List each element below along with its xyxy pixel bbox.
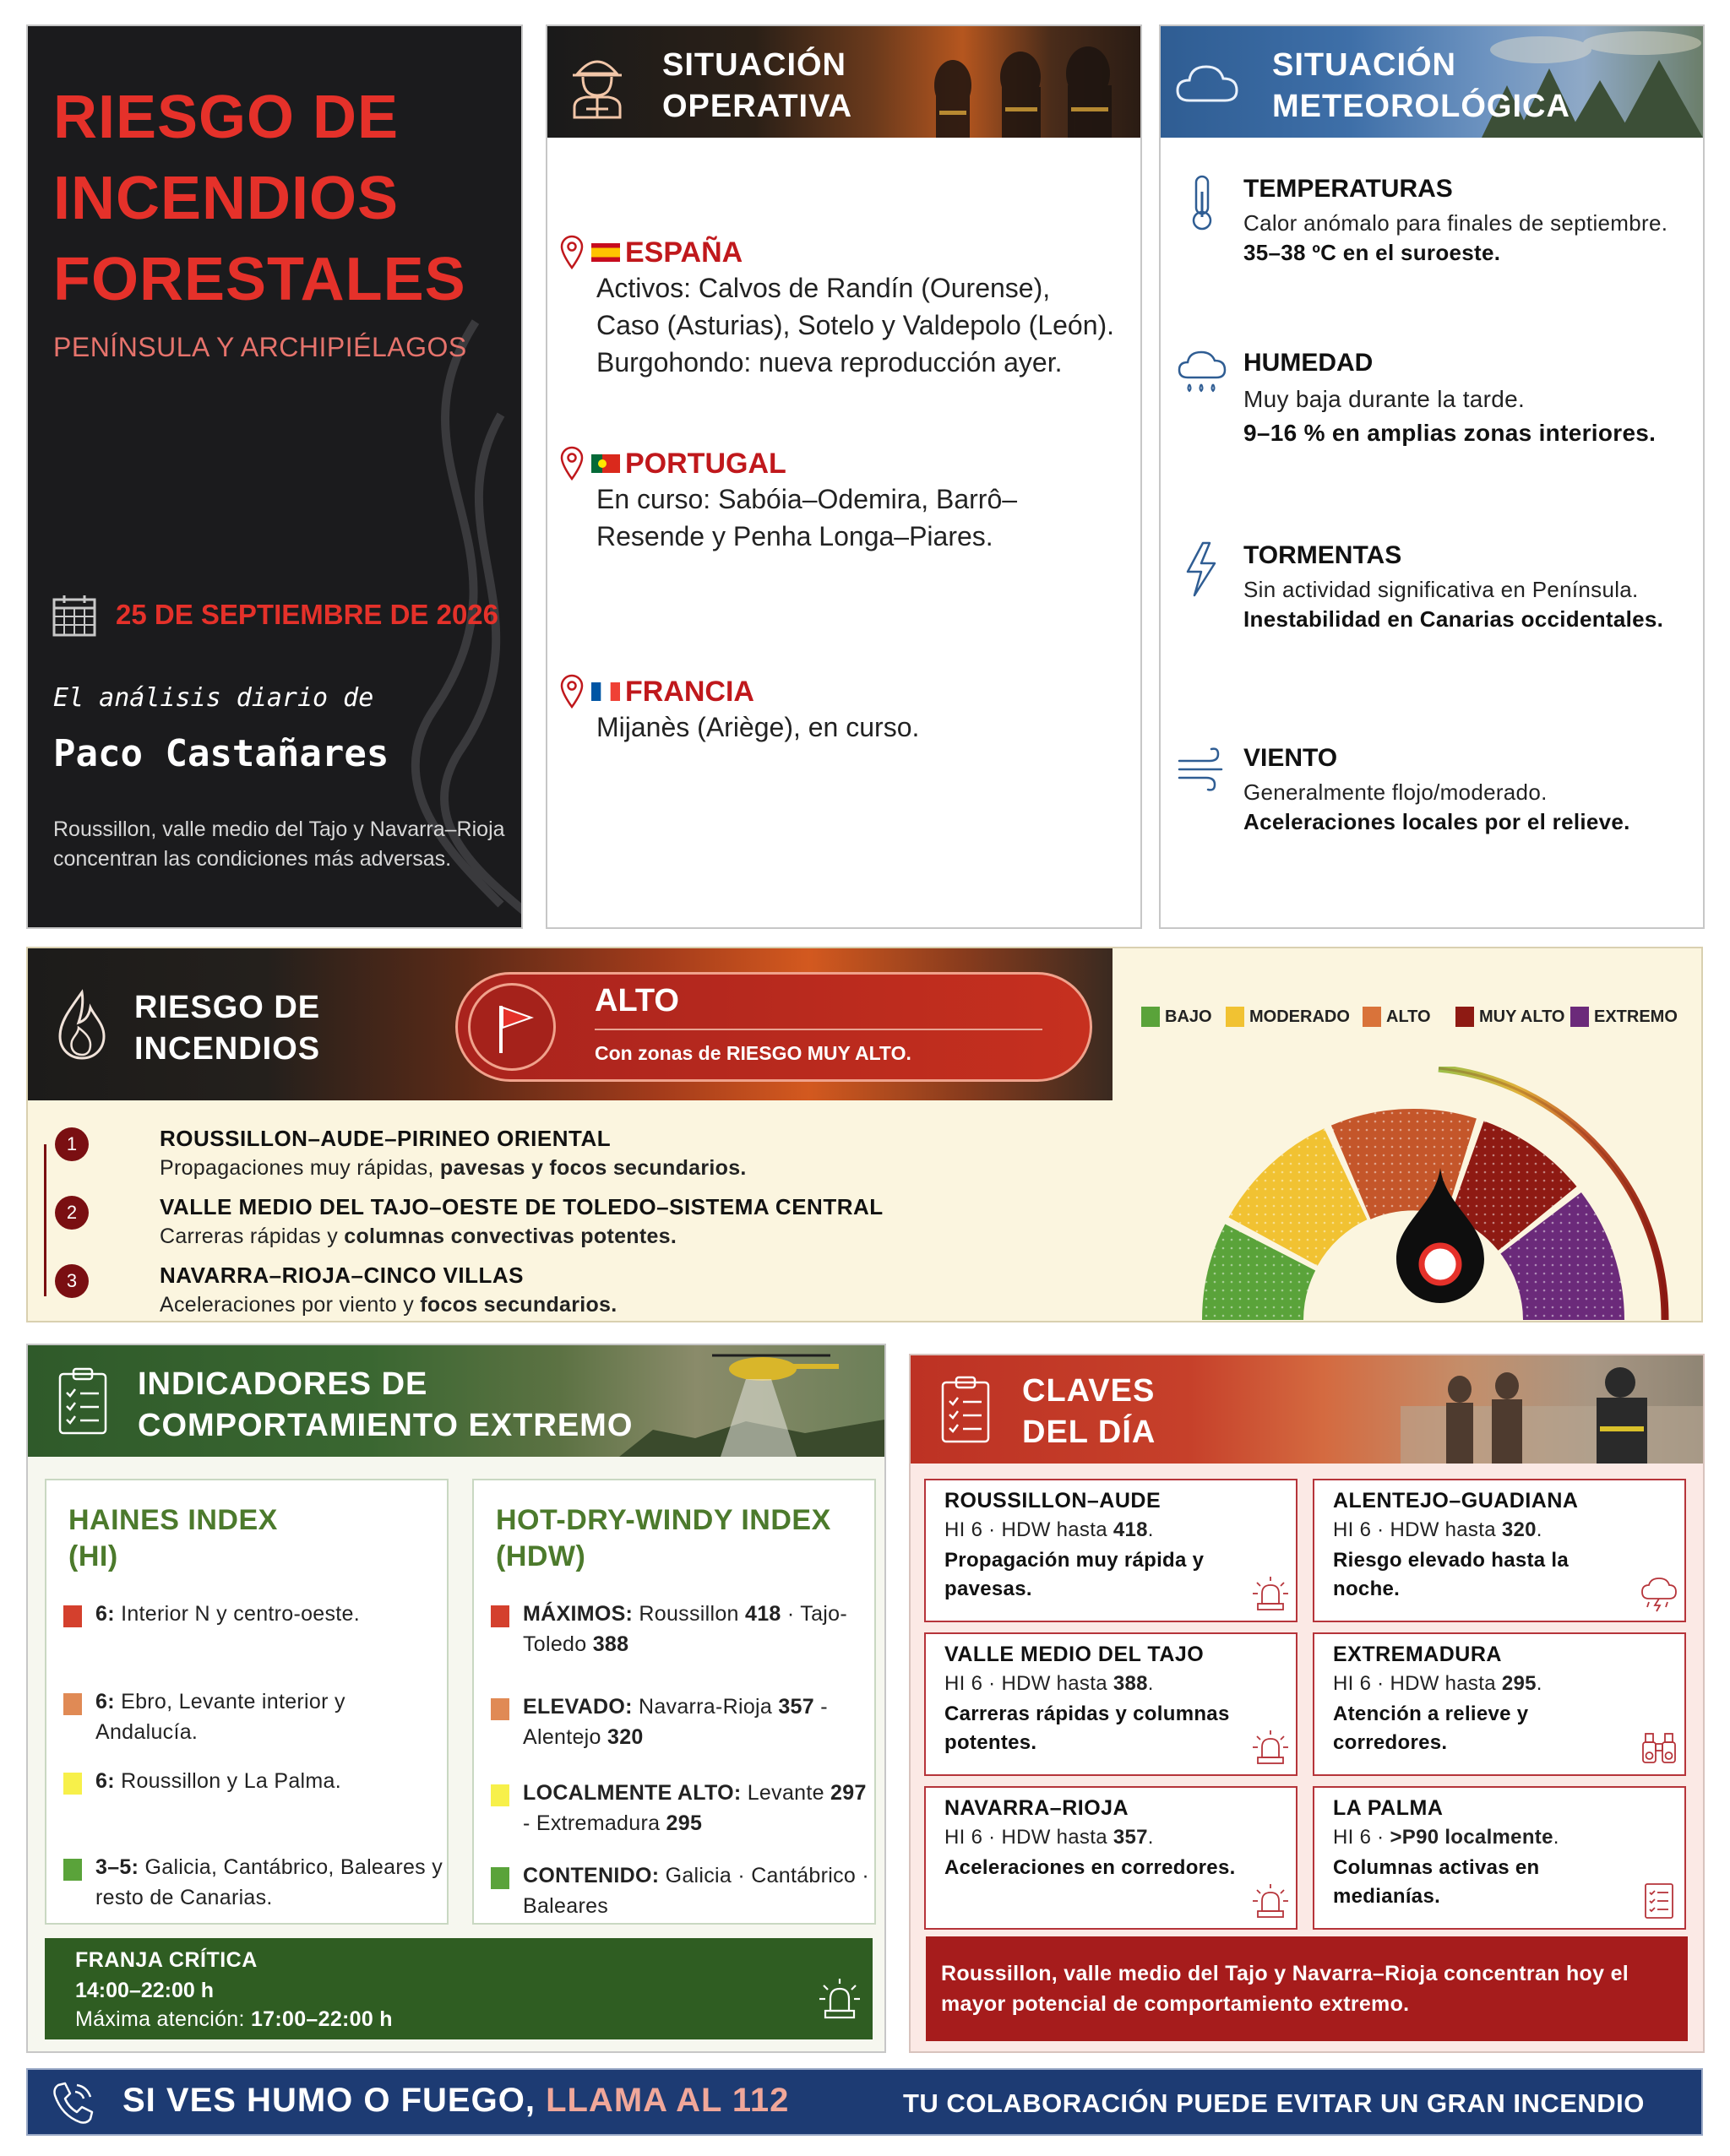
met-title: HUMEDAD — [1243, 349, 1374, 377]
legend-swatch — [1363, 1007, 1381, 1027]
location-text: Mijanès (Ariège), en curso. — [596, 712, 920, 742]
met-title: TEMPERATURAS — [1243, 175, 1453, 203]
claves-card — [909, 1354, 1705, 2053]
claves-summary — [926, 1936, 1688, 2041]
risk-legend — [1141, 1004, 1699, 1029]
alarm-light-icon — [819, 1977, 861, 2021]
title-line: COMPORTAMIENTO EXTREMO — [138, 1408, 634, 1443]
legend-label: MUY ALTO — [1479, 1007, 1565, 1026]
zone-number: 3 — [55, 1264, 89, 1298]
legend-item-alto — [1363, 1004, 1431, 1029]
clave-card-tajo — [924, 1632, 1298, 1776]
title-line: CLAVES — [1022, 1373, 1156, 1409]
author-name: Paco Castañares — [53, 732, 389, 775]
color-swatch — [491, 1605, 509, 1627]
hdw-value: 388 — [592, 1632, 629, 1656]
met-tormentas — [1178, 541, 1684, 685]
risk-note: Con zonas de RIESGO MUY ALTO. — [595, 1042, 911, 1064]
title-line: METEOROLÓGICA — [1272, 89, 1570, 124]
color-swatch — [63, 1693, 82, 1715]
legend-label: ALTO — [1386, 1007, 1431, 1026]
met-text-bold: Inestabilidad en Canarias occidentales. — [1243, 606, 1664, 632]
title-line: DEL DÍA — [1022, 1415, 1156, 1450]
flag-portugal-icon — [591, 454, 620, 473]
haines-value: 6: — [95, 1769, 115, 1793]
emergency-bar — [26, 2068, 1703, 2136]
clave-line-suffix: . — [1147, 1518, 1154, 1541]
date-text: 25 DE SEPTIEMBRE DE 2026 — [116, 599, 499, 630]
hdw-label: MÁXIMOS: — [523, 1602, 634, 1626]
flag-france-icon — [591, 682, 620, 701]
clave-text: Aceleraciones en corredores. — [944, 1856, 1236, 1879]
people-photo — [1401, 1355, 1703, 1464]
hdw-area: Navarra-Rioja — [632, 1695, 779, 1719]
hdw-row-text — [523, 1778, 878, 1838]
color-swatch — [491, 1784, 509, 1806]
title-line: INCENDIOS — [134, 1031, 321, 1067]
main-title — [53, 77, 509, 320]
clave-line-suffix: . — [1553, 1826, 1559, 1849]
claves-banner — [911, 1355, 1703, 1464]
zone-text — [160, 1225, 677, 1249]
hdw-area: Levante — [741, 1781, 831, 1805]
clave-line-suffix: . — [1536, 1672, 1542, 1695]
haines-value: 6: — [95, 1690, 115, 1713]
risk-level: ALTO — [595, 983, 679, 1018]
hdw-area: - Extremadura — [523, 1811, 666, 1835]
clave-line — [944, 1826, 1154, 1849]
zone-item-1 — [55, 1126, 900, 1185]
legend-swatch — [1455, 1007, 1474, 1027]
met-text-regular: Calor anómalo para finales de septiembre. — [1243, 210, 1668, 236]
met-text-regular: Muy baja durante la tarde. — [1243, 386, 1526, 412]
hdw-area: - Alentejo — [523, 1695, 828, 1749]
map-pin-icon — [559, 234, 585, 269]
hdw-value: 357 — [778, 1695, 814, 1719]
clave-card-la-palma — [1313, 1786, 1686, 1930]
clave-line-suffix: . — [1536, 1518, 1542, 1541]
flag-icon — [492, 1002, 536, 1055]
hdw-value: 320 — [607, 1725, 644, 1749]
main-title-line: FORESTALES — [53, 246, 466, 313]
zone-title: NAVARRA–RIOJA–CINCO VILLAS — [160, 1263, 524, 1288]
clave-line-prefix: HI 6 · HDW hasta — [1333, 1518, 1502, 1541]
clave-title: ROUSSILLON–AUDE — [944, 1489, 1161, 1512]
hdw-area: Galicia · Cantábrico · Baleares — [523, 1864, 869, 1918]
clipboard-icon — [57, 1367, 109, 1435]
title-line: (HI) — [68, 1540, 118, 1572]
color-swatch — [491, 1867, 509, 1889]
haines-value: 3–5: — [95, 1855, 139, 1879]
zone-text-bold: focos secundarios. — [420, 1293, 617, 1317]
indicadores-banner — [28, 1345, 884, 1457]
situacion-meteorologica-card — [1159, 24, 1705, 929]
indicadores-title — [138, 1364, 633, 1447]
gauge-needle-hub — [1422, 1246, 1459, 1283]
situacion-operativa-title — [662, 45, 852, 128]
title-line: SITUACIÓN — [1272, 47, 1456, 83]
risk-flag-badge — [468, 983, 556, 1071]
hdw-label: ELEVADO: — [523, 1695, 633, 1719]
wind-icon — [1178, 744, 1227, 800]
title-line: OPERATIVA — [662, 89, 853, 124]
met-viento — [1178, 744, 1684, 845]
met-text-bold: Aceleraciones locales por el relieve. — [1243, 809, 1630, 834]
clave-value: 320 — [1501, 1518, 1537, 1541]
clave-line — [944, 1672, 1154, 1696]
alarm-light-icon — [1252, 1575, 1289, 1612]
franja-max-hours: 17:00–22:00 h — [250, 2007, 393, 2031]
phone-icon — [50, 2080, 97, 2126]
alarm-light-icon — [1252, 1729, 1289, 1766]
met-text-bold: 9–16 % en amplias zonas interiores. — [1243, 420, 1657, 446]
zone-text-bold: columnas convectivas potentes. — [344, 1225, 677, 1248]
clave-value: >P90 localmente — [1390, 1826, 1553, 1849]
met-text — [1243, 209, 1691, 268]
zone-text — [160, 1293, 617, 1317]
map-pin-icon — [559, 445, 585, 481]
clave-line — [1333, 1672, 1542, 1696]
helicopter-photo — [619, 1345, 884, 1457]
location-portugal — [559, 443, 1134, 570]
clave-title: LA PALMA — [1333, 1796, 1444, 1820]
zone-item-2 — [55, 1194, 900, 1253]
lightning-icon — [1178, 541, 1227, 597]
haines-title — [68, 1502, 278, 1575]
zone-title: VALLE MEDIO DEL TAJO–OESTE DE TOLEDO–SISTEMA CENTRAL — [160, 1194, 884, 1219]
haines-row-text — [95, 1686, 450, 1747]
fire-icon — [53, 989, 109, 1060]
main-title-line: RIESGO DE — [53, 84, 400, 151]
title-card — [26, 24, 523, 929]
clave-value: 388 — [1113, 1672, 1148, 1695]
hdw-title — [496, 1502, 831, 1575]
zone-text-regular: Carreras rápidas y — [160, 1225, 345, 1248]
legend-item-extremo — [1570, 1004, 1678, 1029]
indicadores-card — [26, 1344, 886, 2053]
met-text — [1243, 575, 1700, 634]
color-swatch — [63, 1773, 82, 1795]
zone-number: 2 — [55, 1196, 89, 1230]
title-line: RIESGO DE — [134, 990, 321, 1025]
hdw-row-text — [523, 1599, 878, 1659]
main-subtitle: PENÍNSULA Y ARCHIPIÉLAGOS — [53, 332, 467, 362]
rain-cloud-icon — [1178, 349, 1227, 405]
hdw-value: 295 — [666, 1811, 703, 1835]
alarm-light-icon — [1252, 1882, 1289, 1920]
clave-card-extremadura — [1313, 1632, 1686, 1776]
risk-gauge — [1185, 1067, 1692, 1320]
legend-item-muy-alto — [1455, 1004, 1564, 1029]
situacion-operativa-banner — [547, 26, 1140, 138]
clave-text: Carreras rápidas y columnas potentes. — [944, 1703, 1230, 1754]
location-name: ESPAÑA — [625, 236, 743, 269]
zone-item-3 — [55, 1263, 900, 1322]
zone-number: 1 — [55, 1127, 89, 1161]
calendar-icon — [52, 593, 97, 638]
met-text-bold: 35–38 ºC en el suroeste. — [1243, 240, 1501, 265]
riesgo-banner — [28, 948, 1113, 1100]
zones-connector — [44, 1144, 46, 1296]
legend-label: BAJO — [1165, 1007, 1212, 1026]
zone-title: ROUSSILLON–AUDE–PIRINEO ORIENTAL — [160, 1126, 612, 1151]
title-summary: Roussillon, valle medio del Tajo y Navarra–Rioja concentran las condiciones más adversas. — [53, 817, 505, 871]
clave-line — [1333, 1518, 1542, 1542]
clave-text: Atención a relieve y corredores. — [1333, 1703, 1529, 1754]
clave-value: 295 — [1501, 1672, 1537, 1695]
met-humedad — [1178, 349, 1684, 484]
title-line: HAINES INDEX — [68, 1504, 278, 1536]
clave-line-prefix: HI 6 · — [1333, 1826, 1390, 1849]
zone-text-regular: Aceleraciones por viento y — [160, 1293, 421, 1317]
haines-area: Ebro, Levante interior y Andalucía. — [95, 1690, 345, 1744]
zone-text — [160, 1156, 747, 1181]
cloud-icon — [1174, 60, 1242, 107]
color-swatch — [491, 1698, 509, 1720]
met-text-regular: Generalmente flojo/moderado. — [1243, 779, 1548, 805]
title-line: (HDW) — [496, 1540, 586, 1572]
legend-label: EXTREMO — [1594, 1007, 1678, 1026]
legend-swatch — [1141, 1007, 1160, 1027]
met-title: TORMENTAS — [1243, 541, 1402, 569]
hdw-area: Roussillon — [633, 1602, 745, 1626]
haines-row-text — [95, 1852, 450, 1913]
binoculars-icon — [1640, 1729, 1678, 1766]
clave-text: Columnas activas en medianías. — [1333, 1856, 1540, 1908]
clave-card-navarra — [924, 1786, 1298, 1930]
title-line: HOT-DRY-WINDY INDEX — [496, 1504, 831, 1536]
situacion-operativa-card — [546, 24, 1142, 929]
legend-swatch — [1226, 1007, 1244, 1027]
color-swatch — [63, 1605, 82, 1627]
clave-line — [1333, 1826, 1559, 1849]
legend-label: MODERADO — [1249, 1007, 1350, 1026]
clave-line-suffix: . — [1147, 1672, 1154, 1695]
clave-card-roussillon — [924, 1479, 1298, 1622]
zone-text-regular: Propagaciones muy rápidas, — [160, 1156, 440, 1180]
clave-title: NAVARRA–RIOJA — [944, 1796, 1129, 1820]
clave-text: Riesgo elevado hasta la noche. — [1333, 1549, 1570, 1600]
zone-text-bold: pavesas y focos secundarios. — [439, 1156, 747, 1180]
hdw-row-text — [523, 1860, 878, 1921]
clipboard-icon — [939, 1376, 992, 1443]
haines-index-box — [45, 1479, 449, 1925]
clave-line-suffix: . — [1147, 1826, 1154, 1849]
clave-line-prefix: HI 6 · HDW hasta — [944, 1826, 1113, 1849]
risk-divider — [595, 1029, 1042, 1030]
hdw-value: 418 — [745, 1602, 781, 1626]
haines-value: 6: — [95, 1602, 115, 1626]
storm-cloud-icon — [1640, 1575, 1678, 1612]
riesgo-title — [134, 987, 320, 1070]
franja-critica — [45, 1938, 873, 2039]
firefighters-photo — [902, 26, 1140, 138]
clave-title: VALLE MEDIO DEL TAJO — [944, 1643, 1205, 1666]
hdw-row-text — [523, 1692, 878, 1752]
title-line: INDICADORES DE — [138, 1366, 428, 1402]
clave-line-prefix: HI 6 · HDW hasta — [944, 1518, 1113, 1541]
clave-title: ALENTEJO–GUADIANA — [1333, 1489, 1579, 1512]
collaboration-message: TU COLABORACIÓN PUEDE EVITAR UN GRAN INCENDIO — [903, 2088, 1645, 2118]
call-to-action-prefix: SI VES HUMO O FUEGO, — [122, 2082, 547, 2119]
location-france — [559, 671, 1134, 756]
riesgo-section — [26, 947, 1703, 1322]
call-number: LLAMA AL 112 — [546, 2082, 790, 2119]
location-name: FRANCIA — [625, 676, 754, 708]
franja-max — [75, 2007, 393, 2032]
situacion-meteorologica-banner — [1161, 26, 1703, 138]
hdw-area: · Tajo-Toledo — [523, 1602, 847, 1656]
clave-line-prefix: HI 6 · HDW hasta — [944, 1672, 1113, 1695]
legend-item-bajo — [1141, 1004, 1212, 1029]
hdw-label: LOCALMENTE ALTO: — [523, 1781, 742, 1805]
met-title: VIENTO — [1243, 744, 1338, 772]
main-title-line: INCENDIOS — [53, 165, 400, 232]
legend-item-moderado — [1226, 1004, 1350, 1029]
franja-max-label: Máxima atención: — [75, 2007, 251, 2031]
haines-area: Roussillon y La Palma. — [114, 1769, 341, 1793]
clave-card-alentejo — [1313, 1479, 1686, 1622]
thermometer-icon — [1178, 175, 1227, 231]
haines-area: Galicia, Cantábrico, Baleares y resto de Canarias. — [95, 1855, 443, 1909]
hdw-label: CONTENIDO: — [523, 1864, 660, 1887]
flag-spain-icon — [591, 243, 620, 262]
haines-area: Interior N y centro-oeste. — [114, 1602, 360, 1626]
franja-title: FRANJA CRÍTICA — [75, 1948, 258, 1972]
clave-line — [944, 1518, 1154, 1542]
location-spain — [559, 232, 1134, 410]
legend-swatch — [1570, 1007, 1589, 1027]
firefighter-icon — [568, 48, 627, 119]
met-text — [1243, 778, 1691, 837]
call-to-action — [122, 2082, 789, 2120]
author-prefix: El análisis diario de — [53, 683, 374, 713]
haines-row-text — [95, 1599, 450, 1629]
clave-value: 418 — [1113, 1518, 1148, 1541]
hdw-index-box — [472, 1479, 876, 1925]
location-name: PORTUGAL — [625, 448, 786, 480]
met-text-regular: Sin actividad significativa en Península. — [1243, 577, 1639, 602]
checklist-icon — [1640, 1882, 1678, 1920]
situacion-meteorologica-title — [1272, 45, 1570, 128]
map-pin-icon — [559, 673, 585, 709]
haines-row-text — [95, 1766, 450, 1796]
risk-level-badge — [455, 972, 1092, 1082]
hdw-value: 297 — [830, 1781, 867, 1805]
met-temperaturas — [1178, 175, 1684, 310]
claves-summary-text: Roussillon, valle medio del Tajo y Navarra–Rioja concentran hoy el mayor potencial de comportamiento extremo. — [941, 1962, 1629, 2016]
color-swatch — [63, 1859, 82, 1881]
clave-title: EXTREMADURA — [1333, 1643, 1502, 1666]
met-text — [1243, 383, 1691, 450]
clave-text: Propagación muy rápida y pavesas. — [944, 1549, 1205, 1600]
clave-value: 357 — [1113, 1826, 1148, 1849]
claves-title — [1022, 1371, 1156, 1453]
location-text: Activos: Calvos de Randín (Ourense), Caso (Asturias), Sotelo y Valdepolo (León). Burgohondo: nueva reproducción ayer. — [596, 273, 1115, 377]
franja-hours: 14:00–22:00 h — [75, 1979, 215, 2002]
location-text: En curso: Sabóia–Odemira, Barrô–Resende y Penha Longa–Piares. — [596, 484, 1018, 551]
title-line: SITUACIÓN — [662, 47, 846, 83]
clave-line-prefix: HI 6 · HDW hasta — [1333, 1672, 1502, 1695]
